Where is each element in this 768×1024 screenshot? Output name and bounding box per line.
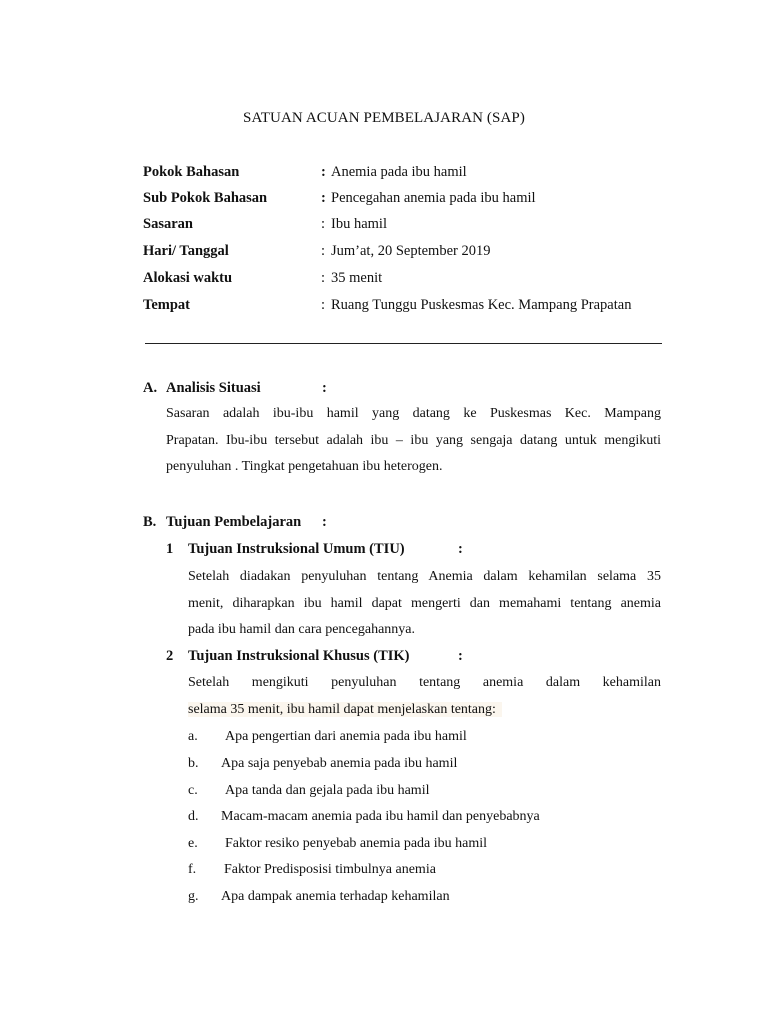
paragraph-line: pada ibu hamil dan cara pencegahannya. bbox=[188, 622, 416, 637]
header-colon: : bbox=[321, 270, 326, 286]
header-row-tempat bbox=[143, 297, 703, 317]
paragraph-line: Setelah diadakan penyuluhan tentang Anemia dalam kehamilan selama 35 bbox=[188, 569, 661, 584]
header-label: Sasaran bbox=[143, 216, 193, 232]
list-marker: a. bbox=[188, 729, 198, 744]
header-label: Hari/ Tanggal bbox=[143, 243, 229, 259]
header-colon: : bbox=[321, 243, 326, 259]
section-b-heading: Tujuan Pembelajaran bbox=[166, 514, 302, 530]
section-a-marker: A. bbox=[143, 380, 158, 396]
tiu-paragraph bbox=[188, 564, 661, 644]
list-marker: c. bbox=[188, 783, 198, 798]
section-b-marker: B. bbox=[143, 514, 157, 530]
header-row-sub-pokok-bahasan bbox=[143, 190, 703, 210]
header-label: Alokasi waktu bbox=[143, 270, 233, 286]
header-colon: : bbox=[321, 297, 326, 313]
tik-colon: : bbox=[458, 648, 463, 664]
list-text: Faktor resiko penyebab anemia pada ibu hamil bbox=[225, 836, 488, 851]
list-marker: g. bbox=[188, 889, 199, 904]
header-row-hari-tanggal bbox=[143, 243, 703, 263]
section-a-paragraph bbox=[166, 401, 661, 481]
header-row-pokok-bahasan bbox=[143, 164, 703, 184]
paragraph-line-wrap bbox=[188, 697, 661, 724]
header-label: Pokok Bahasan bbox=[143, 164, 240, 180]
tik-paragraph bbox=[188, 670, 661, 723]
header-value: Jum’at, 20 September 2019 bbox=[331, 243, 491, 259]
list-marker: b. bbox=[188, 756, 199, 771]
list-text: Macam-macam anemia pada ibu hamil dan penyebabnya bbox=[221, 809, 540, 824]
header-colon: : bbox=[321, 216, 326, 232]
header-row-sasaran bbox=[143, 216, 703, 236]
section-a-colon: : bbox=[322, 380, 327, 396]
list-marker: d. bbox=[188, 809, 199, 824]
header-colon: : bbox=[321, 190, 326, 206]
list-text: Apa saja penyebab anemia pada ibu hamil bbox=[221, 756, 458, 771]
list-marker: f. bbox=[188, 862, 197, 877]
paragraph-line: Sasaran adalah ibu-ibu hamil yang datang ke Puskesmas Kec. Mampang bbox=[166, 406, 661, 421]
list-text: Faktor Predisposisi timbulnya anemia bbox=[224, 862, 436, 877]
tiu-colon: : bbox=[458, 541, 463, 557]
list-text: Apa tanda dan gejala pada ibu hamil bbox=[225, 783, 430, 798]
tik-heading: Tujuan Instruksional Khusus (TIK) bbox=[188, 648, 410, 664]
paragraph-line: Setelah mengikuti penyuluhan tentang anemia dalam kehamilan bbox=[188, 675, 661, 690]
paragraph-line: menit, diharapkan ibu hamil dapat mengerti dan memahami tentang anemia bbox=[188, 595, 661, 611]
header-colon: : bbox=[321, 164, 326, 180]
tik-marker: 2 bbox=[166, 648, 174, 664]
header-value: Pencegahan anemia pada ibu hamil bbox=[331, 190, 536, 206]
horizontal-divider bbox=[145, 343, 662, 344]
header-value: Ibu hamil bbox=[331, 216, 387, 232]
tiu-heading: Tujuan Instruksional Umum (TIU) bbox=[188, 541, 405, 557]
list-text: Apa dampak anemia terhadap kehamilan bbox=[221, 889, 450, 904]
header-value: 35 menit bbox=[331, 270, 383, 286]
list-text: Apa pengertian dari anemia pada ibu hamil bbox=[225, 729, 467, 744]
paragraph-line: Prapatan. Ibu-ibu tersebut adalah ibu – ibu yang sengaja datang untuk mengikuti bbox=[166, 432, 661, 448]
header-label: Sub Pokok Bahasan bbox=[143, 190, 268, 206]
tiu-marker: 1 bbox=[166, 541, 174, 557]
header-value: Ruang Tunggu Puskesmas Kec. Mampang Prapatan bbox=[331, 297, 632, 313]
list-marker: e. bbox=[188, 836, 198, 851]
header-value: Anemia pada ibu hamil bbox=[331, 164, 467, 180]
section-a-heading: Analisis Situasi bbox=[166, 380, 261, 396]
paragraph-line: selama 35 menit, ibu hamil dapat menjelaskan tentang: bbox=[188, 702, 502, 717]
document-title: SATUAN ACUAN PEMBELAJARAN (SAP) bbox=[243, 110, 525, 126]
paragraph-line: penyuluhan . Tingkat pengetahuan ibu heterogen. bbox=[166, 459, 443, 474]
header-label: Tempat bbox=[143, 297, 190, 313]
section-b-colon: : bbox=[322, 514, 327, 530]
header-row-alokasi-waktu bbox=[143, 270, 703, 290]
